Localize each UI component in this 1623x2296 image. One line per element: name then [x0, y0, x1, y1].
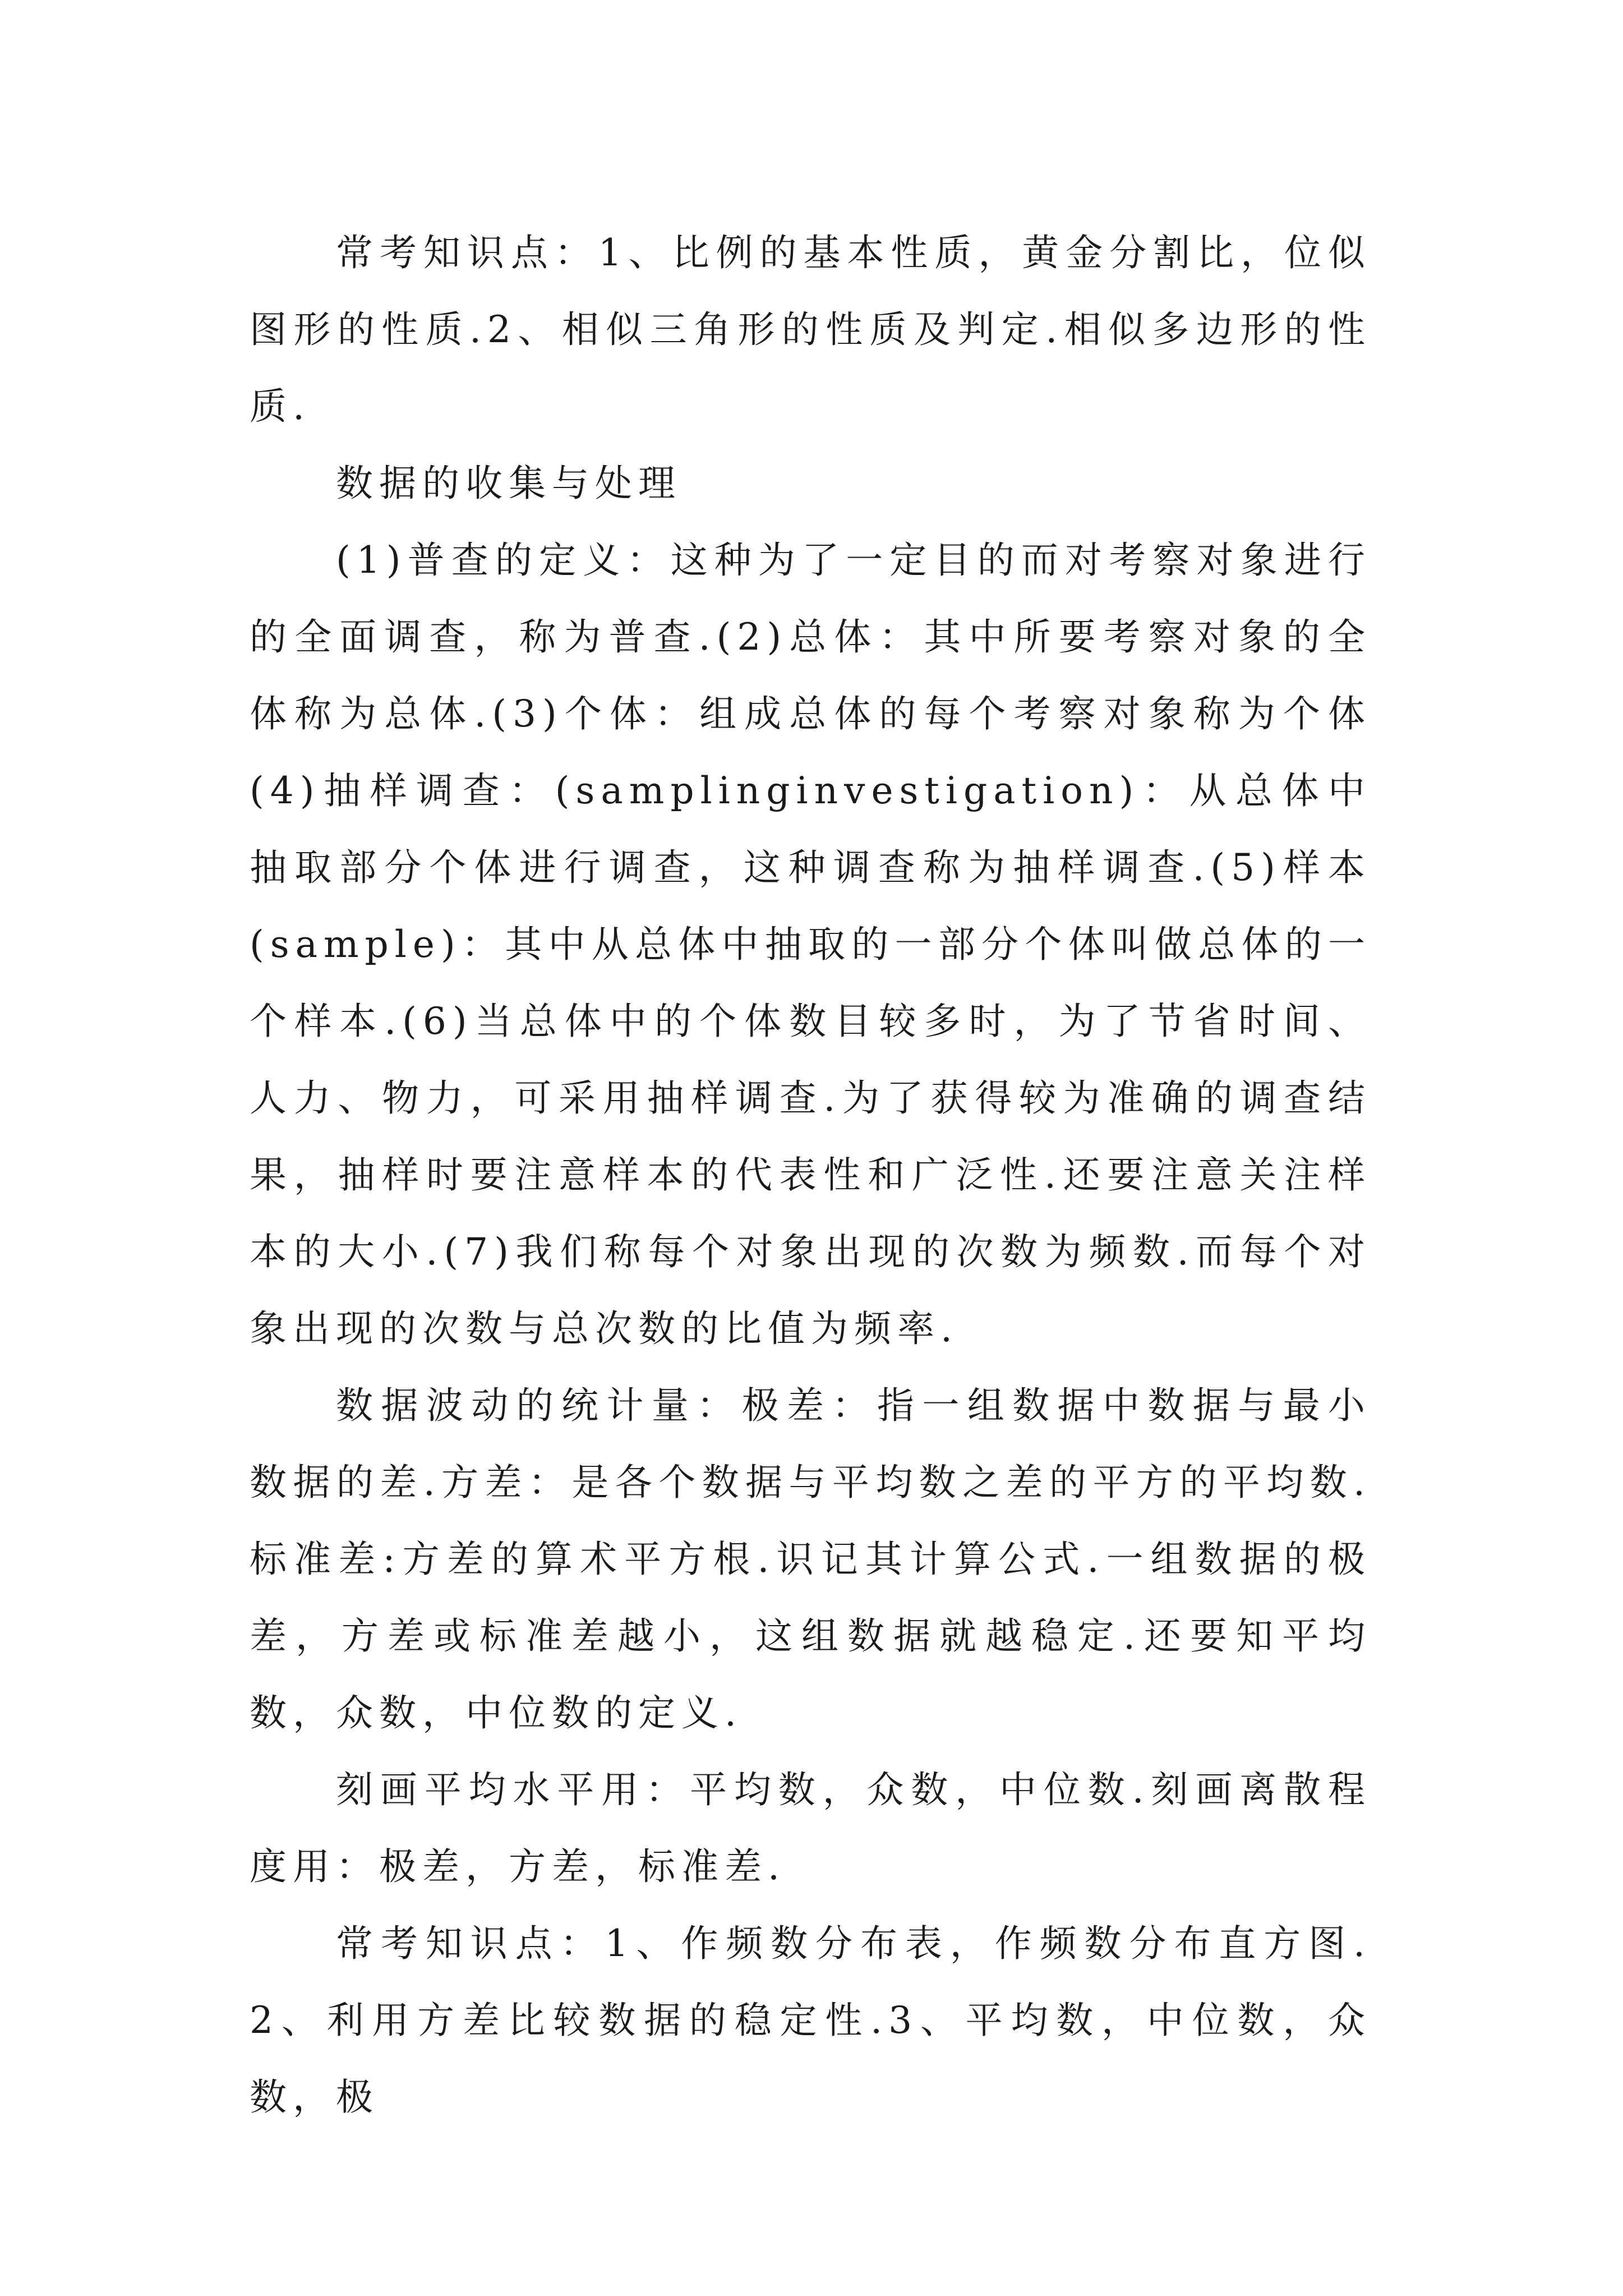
- paragraph-similarity-knowledge: 常考知识点：1、比例的基本性质，黄金分割比，位似图形的性质.2、相似三角形的性质及判定.相似多边形的性质.: [250, 231, 1371, 428]
- paragraph-census-definitions: (1)普查的定义：这种为了一定目的而对考察对象进行的全面调查，称为普查.(2)总体：其中所要考察对象的全体称为总体.(3)个体：组成总体的每个考察对象称为个体(4)抽样调查：(samplinginvestigation)：从总体中抽取部分个体进行调查，这种调查称为抽样调查.(5)样本(sample)：其中从总体中抽取的一部分个体叫做总体的一个样本.(6)当总体中的个体数目较多时，为了节省时间、人力、物力，可采用抽样调查.为了获得较为准确的调查结果，抽样时要注意样本的代表性和广泛性.还要注意关注样本的大小.(7)我们称每个对象出现的次数为频数.而每个对象出现的次数与总次数的比值为频率.: [250, 539, 1371, 1350]
- paragraph-central-tendency: 刻画平均水平用：平均数，众数，中位数.刻画离散程度用：极差，方差，标准差.: [250, 1768, 1371, 1888]
- document-body: [250, 214, 1371, 2136]
- paragraph-frequency-knowledge: 常考知识点：1、作频数分布表，作频数分布直方图.2、利用方差比较数据的稳定性.3、平均数，中位数，众数，极: [250, 1922, 1371, 2119]
- section-heading-data-collection: 数据的收集与处理: [336, 462, 681, 505]
- paragraph-dispersion-statistics: 数据波动的统计量：极差：指一组数据中数据与最小数据的差.方差：是各个数据与平均数之差的平方的平均数.标准差:方差的算术平方根.识记其计算公式.一组数据的极差，方差或标准差越小，这组数据就越稳定.还要知平均数，众数，中位数的定义.: [250, 1384, 1371, 1734]
